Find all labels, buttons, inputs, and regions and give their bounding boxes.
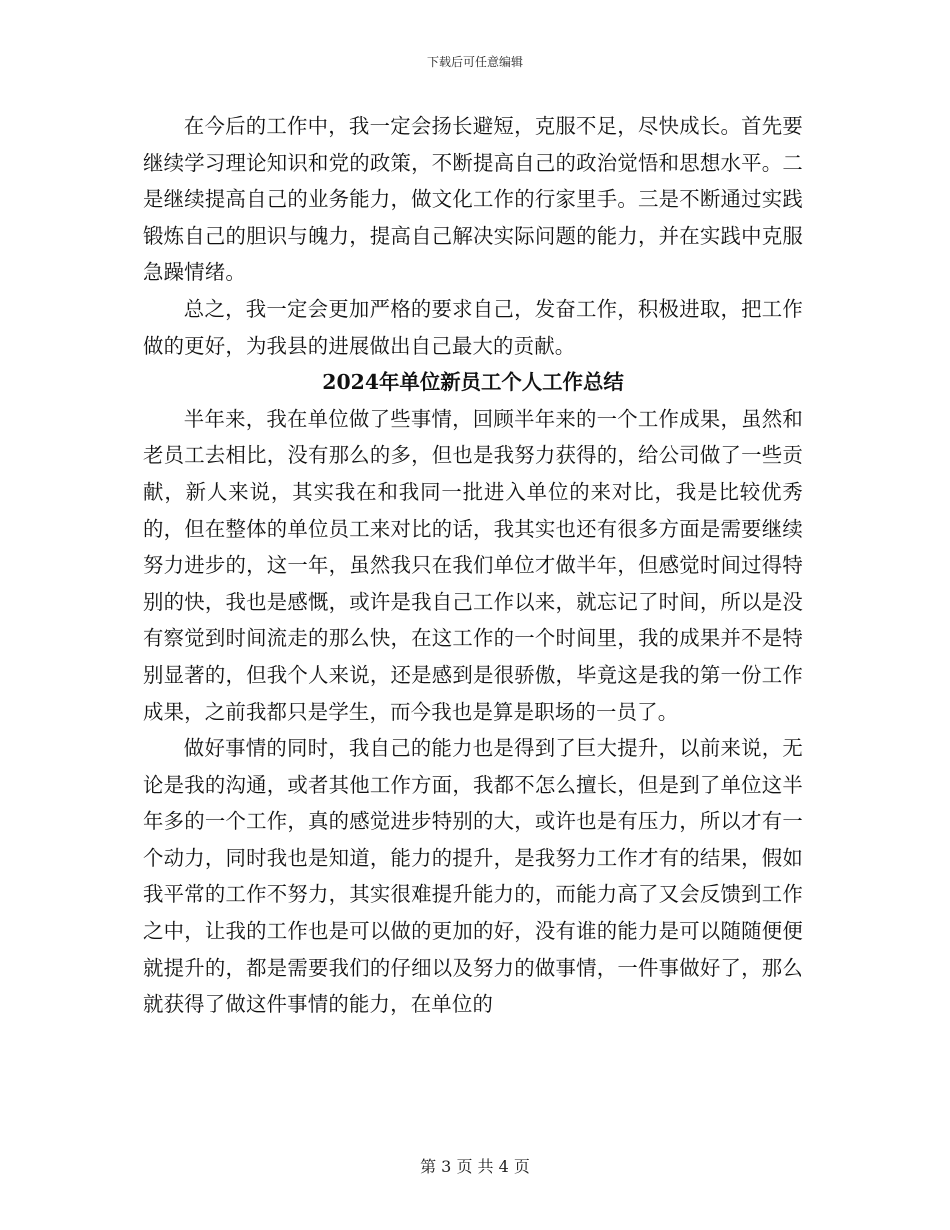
paragraph-2: 总之，我一定会更加严格的要求自己，发奋工作，积极进取，把工作做的更好，为我县的进展做出自己最大的贡献。 <box>143 296 803 358</box>
section-paragraph-2: 做好事情的同时，我自己的能力也是得到了巨大提升，以前来说，无论是我的沟通，或者其他工作方面，我都不怎么擅长，但是到了单位这半年多的一个工作，真的感觉进步特别的大，或许也是有压力，所以才有一个动力，同时我也是知道，能力的提升，是我努力工作才有的结果，假如我平常的工作不努力，其实很难提升能力的，而能力高了又会反馈到工作之中，让我的工作也是可以做的更加的好，没有谁的能力是可以随随便便就提升的，都是需要我们的仔细以及努力的做事情，一件事做好了，那么就获得了做这件事情的能力，在单位的 <box>143 736 803 1017</box>
section-paragraph-1: 半年来，我在单位做了些事情，回顾半年来的一个工作成果，虽然和老员工去相比，没有那么的多，但也是我努力获得的，给公司做了一些贡献，新人来说，其实我在和我同一批进入单位的来对比，我是比较优秀的，但在整体的单位员工来对比的话，我其实也还有很多方面是需要继续努力进步的，这一年，虽然我只在我们单位才做半年，但感觉时间过得特别的快，我也是感慨，或许是我自己工作以来，就忘记了时间，所以是没有察觉到时间流走的那么快，在这工作的一个时间里，我的成果并不是特别显著的，但我个人来说，还是感到是很骄傲，毕竟这是我的第一份工作成果，之前我都只是学生，而今我也是算是职场的一员了。 <box>143 406 803 724</box>
page-number: 第 3 页 共 4 页 <box>420 1157 530 1176</box>
page-header: 下载后可任意编辑 <box>426 55 523 69</box>
document-body <box>143 108 803 1023</box>
paragraph-1: 在今后的工作中，我一定会扬长避短，克服不足，尽快成长。首先要继续学习理论知识和党的政策，不断提高自己的政治觉悟和思想水平。二是继续提高自己的业务能力，做文化工作的行家里手。三是不断通过实践锻炼自己的胆识与魄力，提高自己解决实际问题的能力，并在实践中克服急躁情绪。 <box>143 114 803 285</box>
section-title: 2024年单位新员工个人工作总结 <box>322 370 624 395</box>
